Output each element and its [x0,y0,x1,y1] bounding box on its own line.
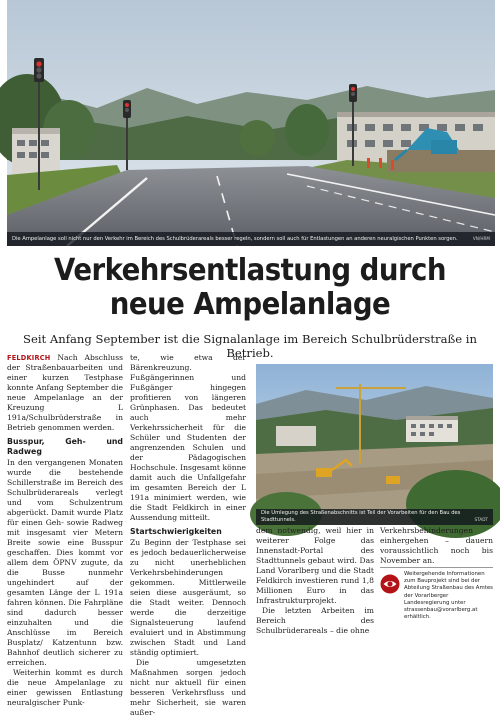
article-column-3 [256,526,374,636]
subheading: Busspur, Geh- und Radweg [7,437,123,456]
paragraph: In den vergangenen Monaten wurde die bestehende Schillerstraße im Bereich des Schulbrüderareals verlegt und vom Schulzentrum abgerückt. Damit wurde Platz für einen Geh- sowie Radweg mit insgesamt vier Metern Breite sowie eine Busspur geschaffen. Dies kommt vor allem dem ÖPNV zugute, da die Busse nunmehr ungehindert auf der gesamten Länge der L 191a fahren können. Die Fahrpläne sind dadurch besser einzuhalten und die Anschlüsse im Bereich Busplatz/ Katzentunn bzw. Bahnhof deutlich sicherer zu erreichen. [7,458,123,667]
top-photo [7,0,495,246]
paragraph-text: Nach Abschluss der Straßenbauarbeiten und einer kurzen Testphase konnte Anfang September die neue Ampelanlage an der Kreuzung L 191a/Schulbrüderstraße in Betrieb genommen werden. [7,353,123,432]
article-column-1 [7,353,123,708]
article-column-2 [130,353,246,718]
construction-site-image [256,364,493,525]
top-photo-caption-text: Die Ampelanlage soll nicht nur den Verkehr im Bereich des Schulbrüderareals besser regeln, sondern soll auch für Entlastungen an anderen neuralgischen Punkten sorgen. [12,236,458,242]
subheadline: Seit Anfang September ist die Signalanlage im Bereich Schulbrüderstraße in Betrieb. [23,332,477,360]
headline [20,254,480,322]
paragraph: Zu Beginn der Testphase sei es jedoch bedauerlicherweise zu nicht unerheblichen Verkehrsbehinderungen gekommen. Mittlerweile seien diese ausgeräumt, so die Stadt weiter. Dennoch werde die derzeitige Signalsteuerung laufend evaluiert und in Abstimmung zwischen Stadt und Land ständig optimiert. [130,538,246,657]
info-box [380,567,493,621]
top-photo-caption [7,232,495,246]
street-intersection-image [7,0,495,246]
paragraph: Weiterhin kommt es durch die neue Ampelanlage zu einer gewissen Entlastung neuralgischer Punk- [7,668,123,707]
construction-photo-credit: STADT [474,517,488,522]
dateline: FELDKIRCH [7,354,51,362]
headline-line-1: Verkehrsentlastung durch [54,253,446,288]
paragraph: Die umgesetzten Maßnahmen sorgen jedoch nicht nur aktuell für einen besseren Verkehrsfluss und mehr Sicherheit, sie waren außer- [130,658,246,717]
info-box-text: Weitergehende Informationen zum Bauprojekt sind bei der Abteilung Straßenbau des Amtes der Vorarlberger Landesregierung unter strassenbau@vorarlberg.at erhältlich. [404,571,493,621]
headline-line-2: neue Ampelanlage [109,287,391,322]
construction-photo-caption-text: Die Umlegung des Straßenabschnitts ist Teil der Vorarbeiten für den Bau des Stadttunnels. [261,510,461,523]
article-column-4 [380,526,493,566]
paragraph: te, wie etwa der Bärenkreuzung. Fußgängerinnen und Fußgänger hingegen profitieren von längeren Grünphasen. Das bedeutet auch mehr Verkehrssicherheit für die Schüler und Studenten der angrenzenden Schulen und der Pädagogischen Hochschule. Insgesamt könne damit auch die Unfallgefahr im gesamten Bereich der L 191a minimiert werden, wie die Stadt Feldkirch in einer Aussendung mitteilt. [130,353,246,522]
top-photo-credit: VN/HRM [472,236,490,241]
paragraph [7,353,123,433]
paragraph: Die letzten Arbeiten im Bereich des Schulbrüderareals – die ohne [256,606,374,635]
construction-photo-caption [256,509,493,525]
paragraph: Verkehrsbehinderungen einhergehen – dauern voraussichtlich noch bis November an. [380,526,493,565]
info-eye-icon [380,574,400,594]
paragraph: dem notwendig, weil hier in weiterer Folge das Innenstadt-Portal des Stadttunnels gebaut wird. Das Land Vorarlberg und die Stadt Feldkirch investieren rund 1,8 Millionen Euro in das Infrastrukturprojekt. [256,526,374,605]
subheading: Startschwierigkeiten [130,527,222,536]
construction-photo [256,364,493,525]
